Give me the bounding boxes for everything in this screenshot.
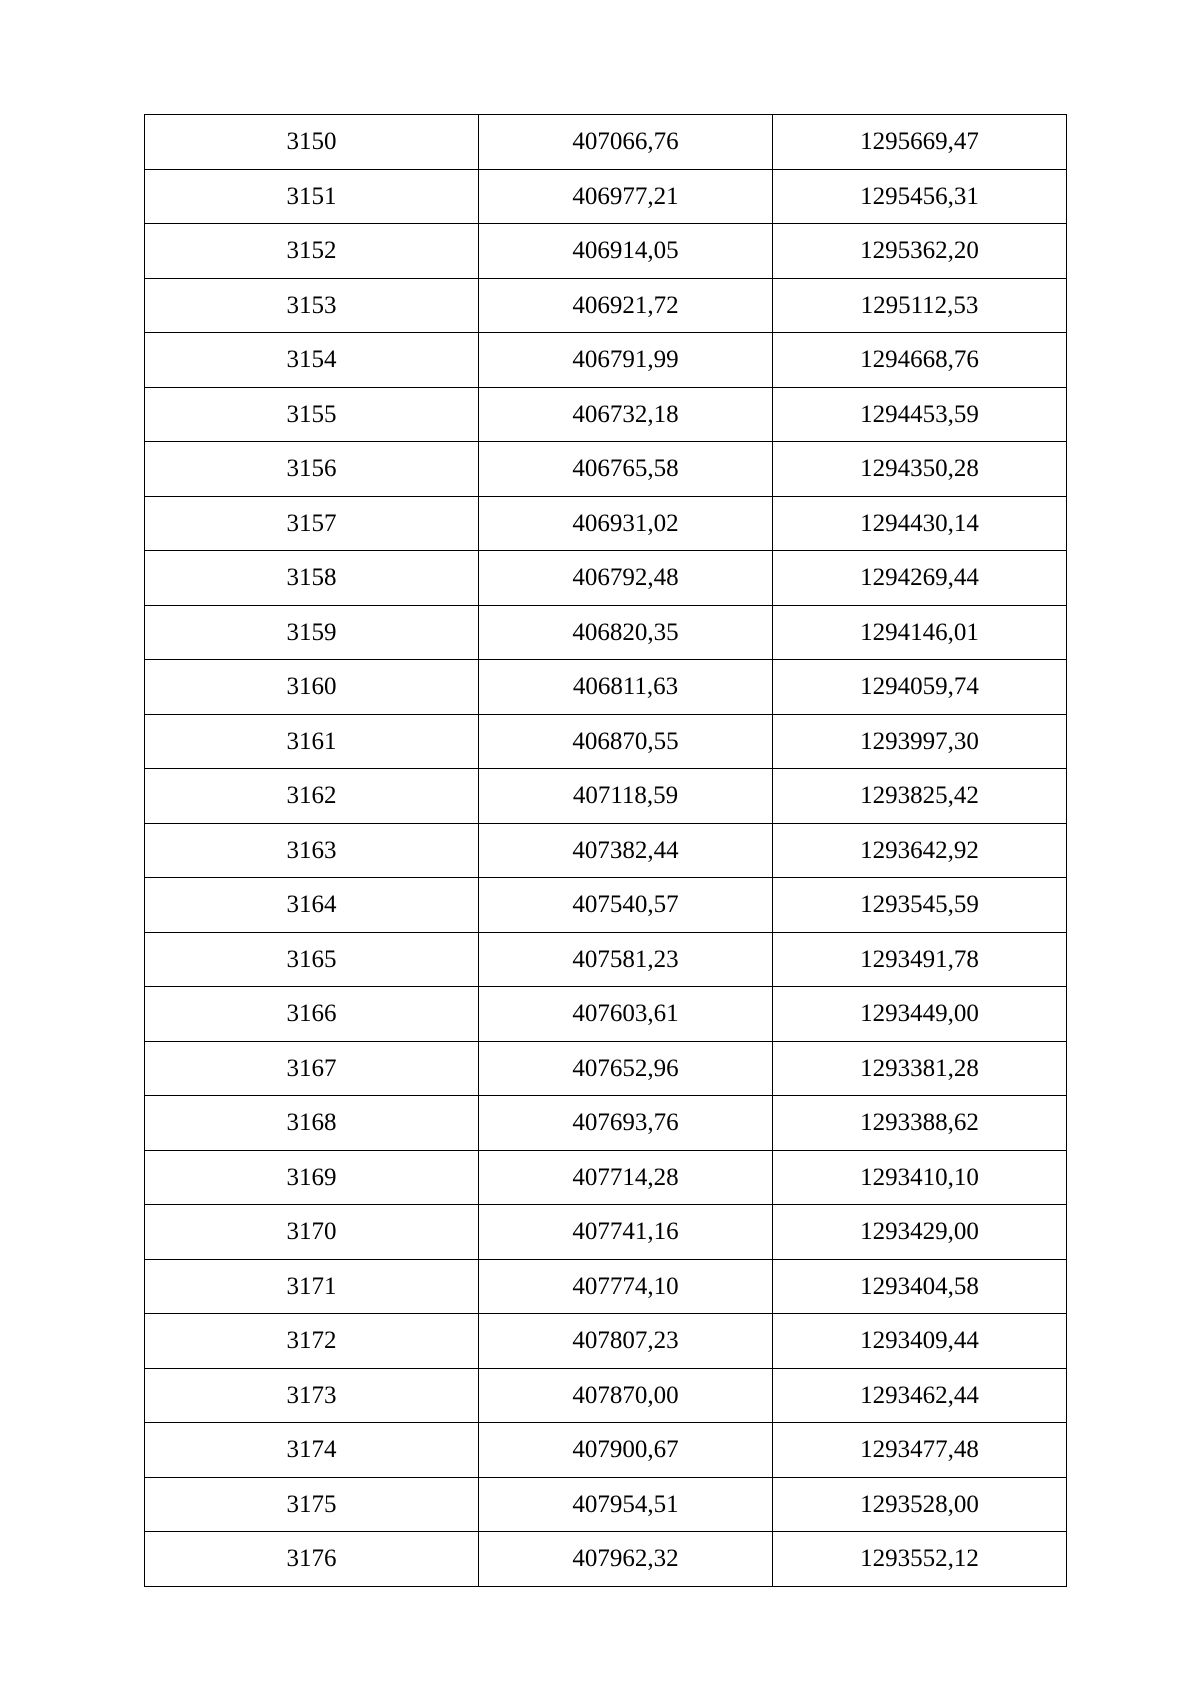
point-number-cell: 3168 (145, 1096, 479, 1151)
table-row (145, 823, 1067, 878)
table-row (145, 1259, 1067, 1314)
table-row (145, 278, 1067, 333)
point-number-cell: 3156 (145, 442, 479, 497)
point-number-cell: 3163 (145, 823, 479, 878)
point-number-cell: 3160 (145, 660, 479, 715)
x-coordinate-cell: 407118,59 (479, 769, 773, 824)
table-row (145, 115, 1067, 170)
point-number-cell: 3165 (145, 932, 479, 987)
x-coordinate-cell: 407900,67 (479, 1423, 773, 1478)
table-row (145, 1096, 1067, 1151)
x-coordinate-cell: 406921,72 (479, 278, 773, 333)
x-coordinate-cell: 407741,16 (479, 1205, 773, 1260)
y-coordinate-cell: 1293449,00 (773, 987, 1067, 1042)
x-coordinate-cell: 407581,23 (479, 932, 773, 987)
table-row (145, 1368, 1067, 1423)
table-row (145, 496, 1067, 551)
point-number-cell: 3159 (145, 605, 479, 660)
point-number-cell: 3157 (145, 496, 479, 551)
table-row (145, 932, 1067, 987)
x-coordinate-cell: 407603,61 (479, 987, 773, 1042)
x-coordinate-cell: 407652,96 (479, 1041, 773, 1096)
point-number-cell: 3154 (145, 333, 479, 388)
y-coordinate-cell: 1293462,44 (773, 1368, 1067, 1423)
x-coordinate-cell: 407962,32 (479, 1532, 773, 1587)
point-number-cell: 3155 (145, 387, 479, 442)
point-number-cell: 3151 (145, 169, 479, 224)
y-coordinate-cell: 1293429,00 (773, 1205, 1067, 1260)
y-coordinate-cell: 1293545,59 (773, 878, 1067, 933)
x-coordinate-cell: 407540,57 (479, 878, 773, 933)
x-coordinate-cell: 406870,55 (479, 714, 773, 769)
coordinates-table (144, 114, 1067, 1587)
y-coordinate-cell: 1293409,44 (773, 1314, 1067, 1369)
table-row (145, 1205, 1067, 1260)
point-number-cell: 3162 (145, 769, 479, 824)
y-coordinate-cell: 1295456,31 (773, 169, 1067, 224)
point-number-cell: 3172 (145, 1314, 479, 1369)
table-row (145, 1532, 1067, 1587)
y-coordinate-cell: 1295362,20 (773, 224, 1067, 279)
table-row (145, 387, 1067, 442)
y-coordinate-cell: 1295112,53 (773, 278, 1067, 333)
y-coordinate-cell: 1294453,59 (773, 387, 1067, 442)
point-number-cell: 3176 (145, 1532, 479, 1587)
table-row (145, 1041, 1067, 1096)
x-coordinate-cell: 406931,02 (479, 496, 773, 551)
table-row (145, 878, 1067, 933)
y-coordinate-cell: 1294059,74 (773, 660, 1067, 715)
x-coordinate-cell: 406765,58 (479, 442, 773, 497)
x-coordinate-cell: 407954,51 (479, 1477, 773, 1532)
point-number-cell: 3167 (145, 1041, 479, 1096)
table-row (145, 987, 1067, 1042)
x-coordinate-cell: 406732,18 (479, 387, 773, 442)
x-coordinate-cell: 406811,63 (479, 660, 773, 715)
point-number-cell: 3175 (145, 1477, 479, 1532)
y-coordinate-cell: 1293825,42 (773, 769, 1067, 824)
table-row (145, 1314, 1067, 1369)
table-row (145, 660, 1067, 715)
y-coordinate-cell: 1293404,58 (773, 1259, 1067, 1314)
y-coordinate-cell: 1293997,30 (773, 714, 1067, 769)
x-coordinate-cell: 407774,10 (479, 1259, 773, 1314)
y-coordinate-cell: 1294269,44 (773, 551, 1067, 606)
point-number-cell: 3153 (145, 278, 479, 333)
y-coordinate-cell: 1293388,62 (773, 1096, 1067, 1151)
y-coordinate-cell: 1294350,28 (773, 442, 1067, 497)
y-coordinate-cell: 1293552,12 (773, 1532, 1067, 1587)
x-coordinate-cell: 406914,05 (479, 224, 773, 279)
y-coordinate-cell: 1293477,48 (773, 1423, 1067, 1478)
x-coordinate-cell: 406820,35 (479, 605, 773, 660)
table-row (145, 1477, 1067, 1532)
table-row (145, 333, 1067, 388)
coordinates-table-body (145, 115, 1067, 1587)
point-number-cell: 3174 (145, 1423, 479, 1478)
table-row (145, 769, 1067, 824)
point-number-cell: 3171 (145, 1259, 479, 1314)
table-row (145, 605, 1067, 660)
table-row (145, 1150, 1067, 1205)
x-coordinate-cell: 407870,00 (479, 1368, 773, 1423)
y-coordinate-cell: 1293410,10 (773, 1150, 1067, 1205)
point-number-cell: 3150 (145, 115, 479, 170)
y-coordinate-cell: 1295669,47 (773, 115, 1067, 170)
point-number-cell: 3169 (145, 1150, 479, 1205)
y-coordinate-cell: 1294146,01 (773, 605, 1067, 660)
point-number-cell: 3152 (145, 224, 479, 279)
point-number-cell: 3164 (145, 878, 479, 933)
x-coordinate-cell: 406792,48 (479, 551, 773, 606)
point-number-cell: 3166 (145, 987, 479, 1042)
y-coordinate-cell: 1293528,00 (773, 1477, 1067, 1532)
y-coordinate-cell: 1294668,76 (773, 333, 1067, 388)
table-row (145, 1423, 1067, 1478)
point-number-cell: 3158 (145, 551, 479, 606)
y-coordinate-cell: 1293381,28 (773, 1041, 1067, 1096)
x-coordinate-cell: 407382,44 (479, 823, 773, 878)
table-row (145, 224, 1067, 279)
table-row (145, 551, 1067, 606)
y-coordinate-cell: 1293642,92 (773, 823, 1067, 878)
table-row (145, 442, 1067, 497)
x-coordinate-cell: 406977,21 (479, 169, 773, 224)
x-coordinate-cell: 407066,76 (479, 115, 773, 170)
table-row (145, 714, 1067, 769)
x-coordinate-cell: 406791,99 (479, 333, 773, 388)
y-coordinate-cell: 1294430,14 (773, 496, 1067, 551)
x-coordinate-cell: 407807,23 (479, 1314, 773, 1369)
point-number-cell: 3170 (145, 1205, 479, 1260)
x-coordinate-cell: 407714,28 (479, 1150, 773, 1205)
point-number-cell: 3173 (145, 1368, 479, 1423)
point-number-cell: 3161 (145, 714, 479, 769)
y-coordinate-cell: 1293491,78 (773, 932, 1067, 987)
x-coordinate-cell: 407693,76 (479, 1096, 773, 1151)
table-row (145, 169, 1067, 224)
